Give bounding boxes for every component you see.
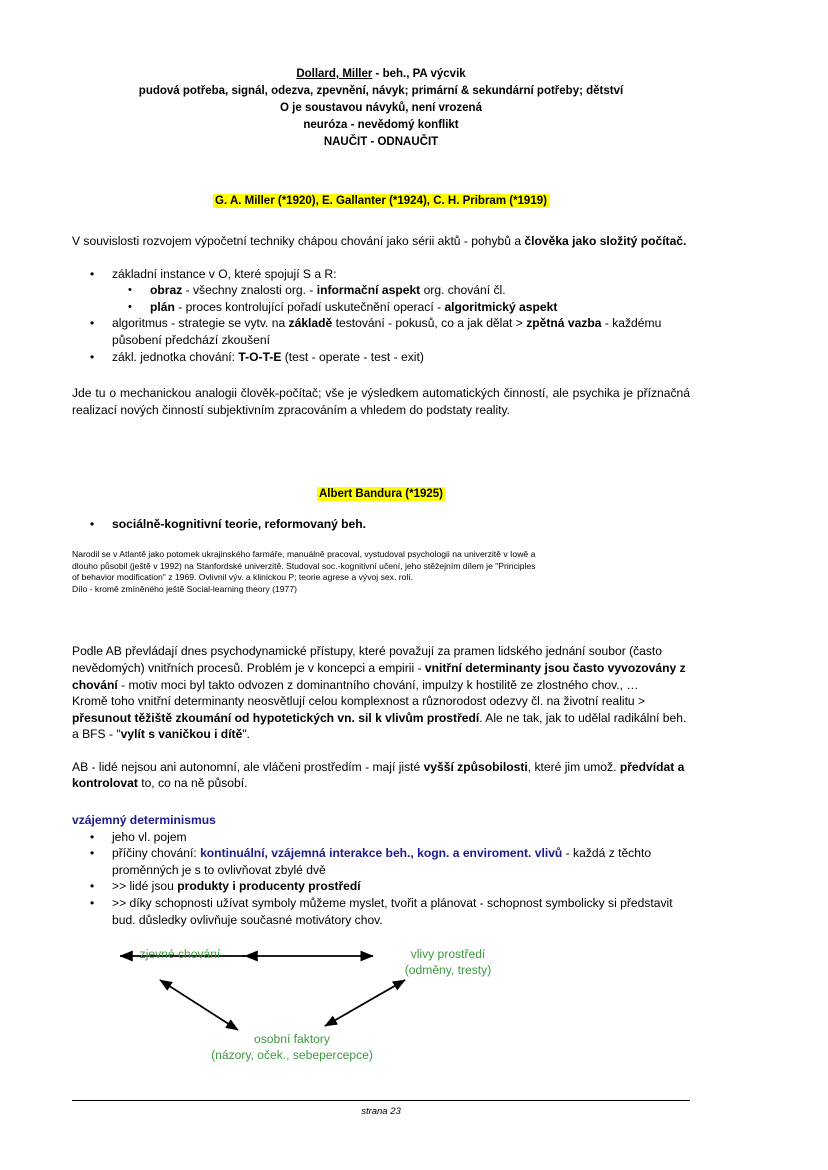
list-item xyxy=(72,878,690,895)
note-line-4: Dílo - kromě zmíněného ještě Social-learning theory (1977) xyxy=(72,583,297,594)
miller-intro-a: V souvislosti rozvojem výpočetní techniky chápou chování jako sérii aktů - pohybů a xyxy=(72,234,525,248)
list-item xyxy=(72,895,690,928)
bullet-icon: • xyxy=(90,829,95,844)
list-item xyxy=(112,299,690,316)
arrow-personal-to-behavior xyxy=(160,980,238,1030)
spacer xyxy=(72,533,690,549)
det-bullet-3-p1: >> lidé jsou xyxy=(112,879,178,894)
para3-p2: , které jim umož. xyxy=(527,759,620,774)
diagram-node-behavior xyxy=(120,947,240,963)
spacer xyxy=(72,151,690,195)
para3-b2: předvídat a kontrolovat xyxy=(72,759,685,791)
tote-p2: (test - operate - test - exit) xyxy=(281,349,424,364)
footer-divider xyxy=(72,1100,690,1101)
algoritmus-b1: základě xyxy=(288,316,333,331)
list-item xyxy=(72,845,690,878)
subheading-reciprocal-determinism: vzájemný determinismus xyxy=(72,813,216,828)
sub-bullet-2-bold-2: algoritmický aspekt xyxy=(444,299,558,314)
list-item xyxy=(72,516,690,533)
det-bullet-4-text: >> díky schopnosti užívat symboly můžeme myslet, tvořit a plánovat - schopnost symbolicky si představit bud. důsledky ovlivňuje současné motivátory chov. xyxy=(112,896,673,927)
bandura-bullet-list xyxy=(72,516,690,533)
para2-b2: vylít s vaničkou i dítě xyxy=(120,727,243,742)
para2-b1: přesunout těžiště zkoumání od hypotetických vn. sil k vlivům prostředí xyxy=(72,710,480,725)
spacer xyxy=(72,792,690,812)
det-bullet-3-b1: produkty i producenty prostředí xyxy=(177,879,361,894)
para2-p1: Kromě toho vnitřní determinanty neosvětlují celou komplexnost a různorodost odezvy čl. na životní realitu > xyxy=(72,694,646,709)
header-authors: Dollard, Miller xyxy=(296,68,373,80)
sub-bullet-2-rest-1: - proces kontrolující pořadí uskutečnění operací - xyxy=(174,299,445,314)
miller-intro-b: člověka jako složitý počítač. xyxy=(524,234,687,248)
para2-p3: ". xyxy=(242,727,250,742)
para1-b1: vnitřní determinanty jsou často vyvozovány z chování xyxy=(72,660,686,692)
document-header xyxy=(72,66,690,151)
spacer xyxy=(72,928,690,944)
bandura-biography-note xyxy=(72,549,690,595)
bullet-icon: • xyxy=(128,300,132,313)
spacer xyxy=(72,207,690,233)
bandura-paragraph-3 xyxy=(72,759,690,792)
miller-intro-paragraph xyxy=(72,233,690,250)
algoritmus-b2: zpětná vazba xyxy=(526,316,602,331)
bullet-icon: • xyxy=(90,266,95,281)
sub-bullet-1-rest-2: org. chování čl. xyxy=(420,283,506,298)
diagram-node-environment xyxy=(378,947,518,978)
spacer xyxy=(72,418,690,462)
bullet-icon: • xyxy=(90,846,95,861)
header-line-1 xyxy=(72,66,690,83)
note-line-1: Narodil se v Atlantě jako potomek ukrajinského farmáře, manuálně pracoval, vystudoval psychologii na univerzitě v Iowě a xyxy=(72,548,536,559)
algoritmus-p2: testování - pokusů, co a jak dělat > xyxy=(332,316,527,331)
spacer xyxy=(72,629,690,643)
list-item xyxy=(72,315,690,348)
spacer xyxy=(72,250,690,266)
section-heading-bandura-text: Albert Bandura (*1925) xyxy=(319,488,443,501)
diagram-node-behavior-label: zjevné chování xyxy=(139,947,221,962)
det-bullet-2-p1: příčiny chování: xyxy=(112,846,201,861)
sub-bullet-2-bold-1: plán xyxy=(150,299,175,314)
miller-closing-paragraph: Jde tu o mechanickou analogii člověk-počítač; vše je výsledkem automatických činností, ale psychika je příznačná realizací nových činností subjektivním zpracováním a vhledem do podstaty reality. xyxy=(72,386,690,417)
det-bullet-1-text: jeho vl. pojem xyxy=(112,829,187,844)
diagram-node-personal-sub: (názory, oček., sebepercepce) xyxy=(211,1047,373,1062)
spacer xyxy=(72,743,690,759)
sub-bullet-1-rest-1: - všechny znalosti org. - xyxy=(182,283,317,298)
header-line-1-rest: - beh., PA výcvik xyxy=(372,68,466,80)
para1-p2: - motiv moci byl takto odvozen z dominantního chování, impulzy k hostilitě ze zlostného chov., … xyxy=(117,677,639,692)
determinism-bullet-list xyxy=(72,829,690,929)
footer-page-label: strana 23 xyxy=(361,1106,401,1117)
header-line-5: NAUČIT - ODNAUČIT xyxy=(323,136,439,148)
page-content xyxy=(72,66,690,1064)
header-line-3: O je soustavou návyků, není vrozená xyxy=(280,102,482,114)
bullet-icon: • xyxy=(90,349,95,364)
miller-bullet-1-text: základní instance v O, které spojují S a R: xyxy=(112,266,337,281)
sub-bullet-1-bold-1: obraz xyxy=(150,283,183,298)
bullet-icon: • xyxy=(90,517,95,532)
miller-sub-bullet-list xyxy=(112,282,690,315)
diagram-node-environment-sub: (odměny, tresty) xyxy=(404,962,492,977)
para3-p1: AB - lidé nejsou ani autonomní, ale vláčeni prostředím - mají jisté xyxy=(72,759,424,774)
bullet-icon: • xyxy=(90,896,95,911)
tote-p1: zákl. jednotka chování: xyxy=(112,349,239,364)
spacer xyxy=(72,365,690,385)
list-item xyxy=(72,349,690,366)
sub-bullet-1-bold-2: informační aspekt xyxy=(316,283,421,298)
header-line-2: pudová potřeba, signál, odezva, zpevnění, návyk; primární & sekundární potřeby; dětství xyxy=(138,85,624,97)
bandura-bullet-1-text: sociálně-kognitivní teorie, reformovaný beh. xyxy=(112,517,367,532)
list-item xyxy=(72,266,690,316)
det-bullet-2-blue: kontinuální, vzájemná interakce beh., kogn. a enviroment. vlivů xyxy=(200,846,563,861)
para2-p2: . Ale ne tak, jak to udělal radikální beh. a BFS - " xyxy=(72,710,687,742)
tote-b1: T-O-T-E xyxy=(238,349,282,364)
header-line-4: neuróza - nevědomý konflikt xyxy=(303,119,459,131)
spacer xyxy=(72,595,690,629)
list-item xyxy=(112,282,690,299)
bullet-icon: • xyxy=(90,316,95,331)
section-heading-bandura xyxy=(72,488,690,500)
arrow-environment-to-personal xyxy=(325,980,405,1026)
det-bullet-2-p2: - každá z těchto proměnných je s to ovlivňovat zbylé dvě xyxy=(112,846,652,877)
bandura-paragraph-1 xyxy=(72,643,690,693)
para1-p1: Podle AB převládají dnes psychodynamické přístupy, které považují za pramen lidského jednání soubor (často nevědomých) vnitřních procesů. Problém je v koncepci a empirii - xyxy=(72,644,663,675)
bullet-icon: • xyxy=(128,284,132,297)
section-heading-miller-text: G. A. Miller (*1920), E. Gallanter (*1924), C. H. Pribram (*1919) xyxy=(215,195,547,207)
reciprocal-determinism-diagram xyxy=(120,944,560,1064)
algoritmus-p1: algoritmus - strategie se vytv. na xyxy=(112,316,289,331)
list-item xyxy=(72,829,690,846)
para3-p3: to, co na ně působí. xyxy=(137,776,248,791)
note-line-2: dlouho působil (ještě v 1992) na Stanfordské univerzitě. Studoval soc.-kognitivní učení, jeho stěžejním dílem je "Principles xyxy=(72,560,536,571)
spacer xyxy=(72,462,690,488)
miller-bullet-list xyxy=(72,266,690,366)
para3-b1: vyšší způsobilosti xyxy=(423,759,528,774)
diagram-node-environment-label: vlivy prostředí xyxy=(410,947,486,962)
spacer xyxy=(72,500,690,516)
section-heading-miller xyxy=(72,195,690,207)
bandura-paragraph-2 xyxy=(72,693,690,743)
diagram-node-personal xyxy=(182,1032,402,1063)
algoritmus-p3: - každému působení předchází zkoušení xyxy=(112,316,662,347)
note-line-3: of behavior modification" z 1969. Ovlivnil výv. a klinickou P; teorie agrese a vývoj sex. rolí. xyxy=(72,572,414,583)
diagram-node-personal-label: osobní faktory xyxy=(254,1032,330,1047)
bullet-icon: • xyxy=(90,879,95,894)
